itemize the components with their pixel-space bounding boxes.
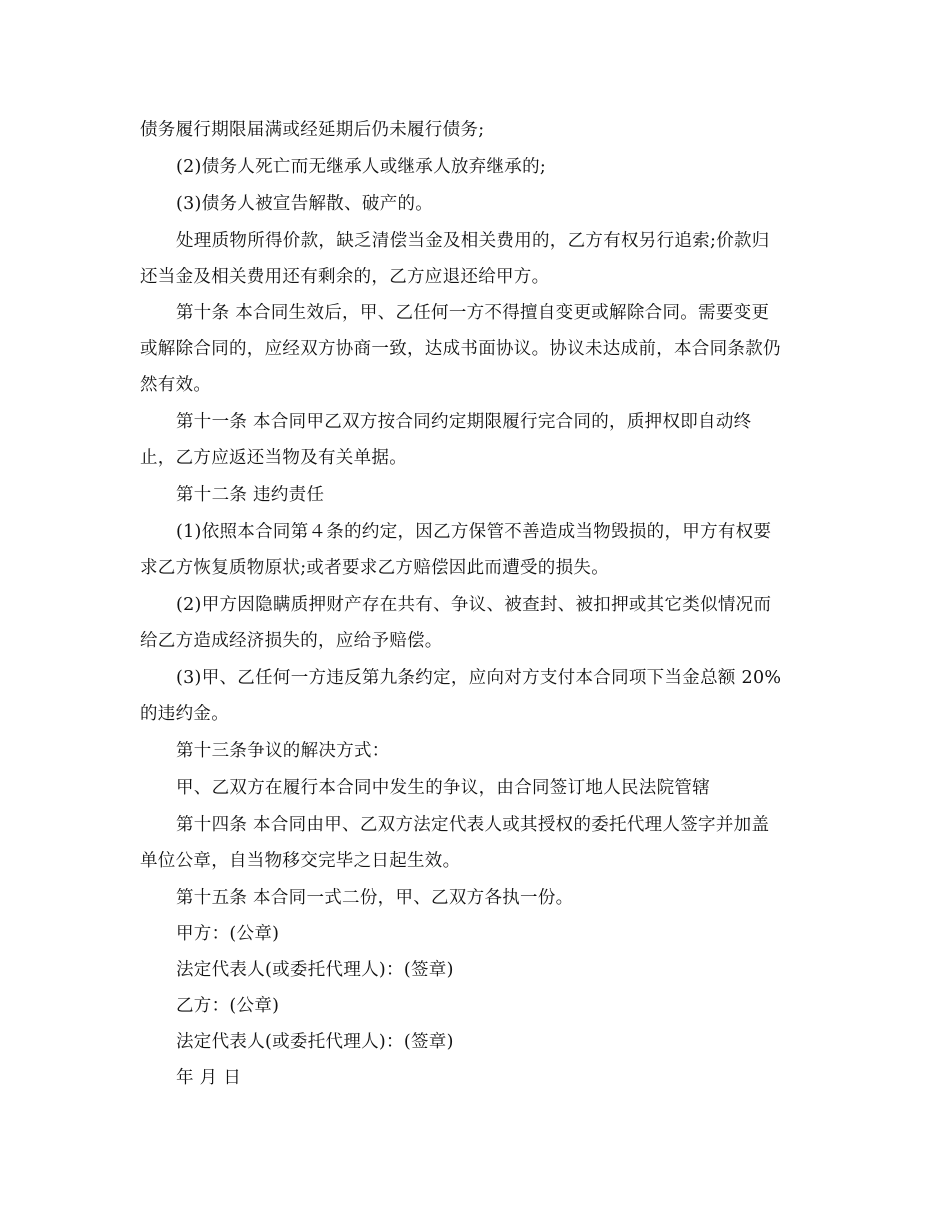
text-line: (2)债务人死亡而无继承人或继承人放弃继承的; xyxy=(176,157,547,177)
text-line: 或解除合同的，应经双方协商一致，达成书面协议。协议未达成前，本合同条款仍 xyxy=(140,339,781,359)
text-line: 年 月 日 xyxy=(176,1068,242,1088)
text-line: 法定代表人(或委托代理人)：(签章) xyxy=(176,960,454,980)
text-line: 止，乙方应返还当物及有关单据。 xyxy=(140,448,407,468)
text-line: 债务履行期限届满或经延期后仍未履行债务; xyxy=(140,120,485,140)
text-line: 还当金及相关费用还有剩余的，乙方应退还给甲方。 xyxy=(140,267,550,287)
text-line: 第十二条 违约责任 xyxy=(176,485,325,505)
text-line: (3)甲、乙任何一方违反第九条约定，应向对方支付本合同项下当金总额 20% xyxy=(176,668,782,688)
text-line: 然有效。 xyxy=(140,375,212,395)
text-line: 求乙方恢复质物原状;或者要求乙方赔偿因此而遭受的损失。 xyxy=(140,558,609,578)
text-line: 甲、乙双方在履行本合同中发生的争议，由合同签订地人民法院管辖 xyxy=(176,778,710,798)
text-line: 第十三条争议的解决方式： xyxy=(176,741,390,761)
text-line: (3)债务人被宣告解散、破产的。 xyxy=(176,194,434,214)
text-line: 第十四条 本合同由甲、乙双方法定代表人或其授权的委托代理人签字并加盖 xyxy=(176,815,770,835)
text-line: 第十条 本合同生效后，甲、乙任何一方不得擅自变更或解除合同。需要变更 xyxy=(176,303,770,323)
text-line: 法定代表人(或委托代理人)：(签章) xyxy=(176,1032,454,1052)
text-line: (2)甲方因隐瞒质押财产存在共有、争议、被查封、被扣押或其它类似情况而 xyxy=(176,595,772,615)
text-line: 乙方：(公章) xyxy=(176,996,280,1016)
text-line: 的违约金。 xyxy=(140,704,229,724)
text-line: 第十一条 本合同甲乙双方按合同约定期限履行完合同的，质押权即自动终 xyxy=(176,412,752,432)
text-line: 甲方：(公章) xyxy=(176,924,280,944)
text-line: 单位公章，自当物移交完毕之日起生效。 xyxy=(140,851,461,871)
text-line: 给乙方造成经济损失的，应给予赔偿。 xyxy=(140,631,443,651)
text-line: 第十五条 本合同一式二份，甲、乙双方各执一份。 xyxy=(176,888,574,908)
text-line: (1)依照本合同第４条的约定，因乙方保管不善造成当物毁损的，甲方有权要 xyxy=(176,522,772,542)
text-line: 处理质物所得价款，缺乏清偿当金及相关费用的，乙方有权另行追索;价款归 xyxy=(176,231,770,251)
